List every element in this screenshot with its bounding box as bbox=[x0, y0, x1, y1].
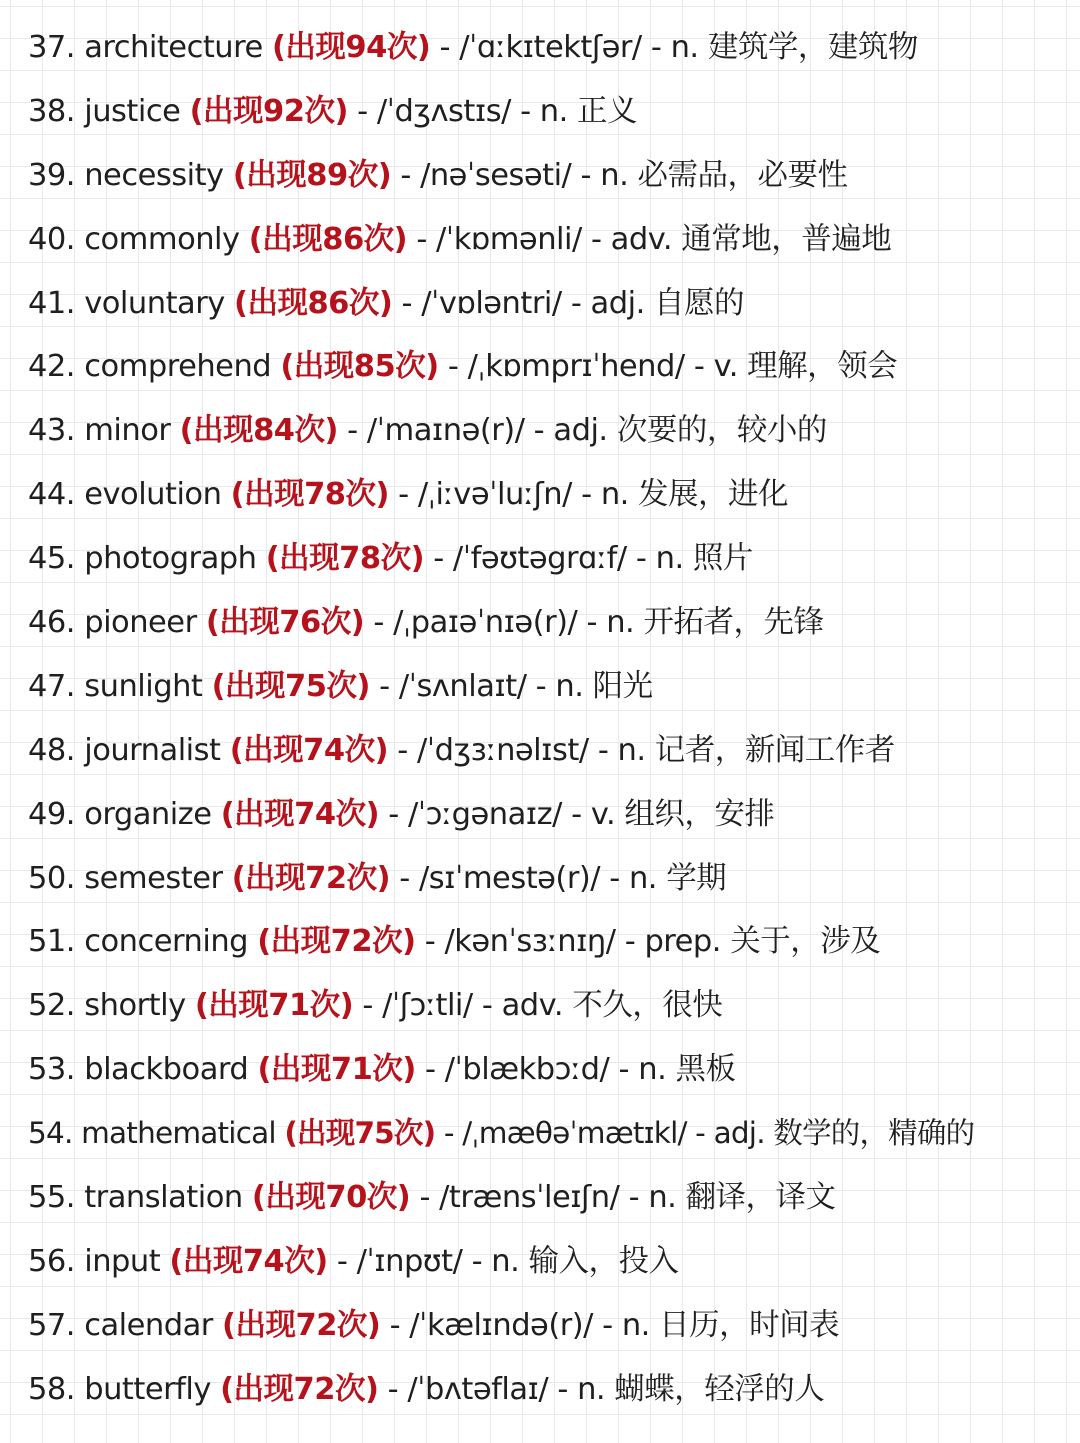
frequency-badge: (出现74次) bbox=[169, 1243, 328, 1279]
entry-number: 45. bbox=[28, 541, 76, 577]
frequency-badge: (出现89次) bbox=[232, 157, 392, 193]
frequency-badge: (出现85次) bbox=[280, 349, 439, 385]
entry-number: 48. bbox=[28, 732, 76, 768]
meaning-text: 阳光 bbox=[592, 668, 653, 704]
part-of-speech: n. bbox=[617, 732, 646, 768]
list-item: 56. input (出现74次) - /ˈɪnpʊt/ - n. 输入，投入 bbox=[28, 1243, 679, 1279]
list-item: 52. shortly (出现71次) - /ˈʃɔːtli/ - adv. 不久，很快 bbox=[28, 988, 723, 1024]
meaning-text: 自愿的 bbox=[653, 285, 744, 321]
list-item: 53. blackboard (出现71次) - /ˈblækbɔːd/ - n. 黑板 bbox=[28, 1052, 736, 1088]
entry-word: commonly bbox=[84, 221, 240, 257]
list-item: 46. pioneer (出现76次) - /ˌpaɪəˈnɪə(r)/ - n. 开拓者，先锋 bbox=[28, 605, 824, 641]
frequency-badge: (出现72次) bbox=[257, 924, 416, 960]
frequency-badge: (出现84次) bbox=[179, 413, 338, 449]
phonetic-transcription: /ˈmaɪnə(r)/ bbox=[366, 413, 525, 449]
phonetic-transcription: /sɪˈmestə(r)/ bbox=[418, 860, 601, 896]
part-of-speech: prep. bbox=[644, 924, 721, 960]
meaning-text: 次要的，较小的 bbox=[616, 413, 827, 449]
meaning-text: 蝴蝶，轻浮的人 bbox=[614, 1371, 825, 1407]
entry-word: blackboard bbox=[84, 1052, 249, 1088]
list-item: 58. butterfly (出现72次) - /ˈbʌtəflaɪ/ - n. 蝴蝶，轻浮的人 bbox=[28, 1371, 825, 1407]
part-of-speech: v. bbox=[590, 796, 616, 832]
entry-number: 37. bbox=[28, 30, 76, 65]
phonetic-transcription: /kənˈsɜːnɪŋ/ bbox=[444, 924, 616, 960]
meaning-text: 发展，进化 bbox=[638, 477, 789, 513]
entry-number: 41. bbox=[28, 285, 76, 321]
frequency-badge: (出现72次) bbox=[231, 860, 391, 896]
part-of-speech: n. bbox=[670, 30, 699, 65]
meaning-text: 日历，时间表 bbox=[659, 1307, 840, 1343]
list-item: 57. calendar (出现72次) - /ˈkælɪndə(r)/ - n. 日历，时间表 bbox=[28, 1307, 840, 1343]
frequency-badge: (出现92次) bbox=[189, 93, 348, 129]
part-of-speech: adj. bbox=[553, 413, 608, 449]
entry-number: 52. bbox=[28, 988, 76, 1024]
list-item: 38. justice (出现92次) - /ˈdʒʌstɪs/ - n. 正义 bbox=[28, 93, 638, 129]
frequency-badge: (出现86次) bbox=[248, 221, 408, 257]
entry-number: 42. bbox=[28, 349, 76, 385]
phonetic-transcription: /ˈɑːkɪtektʃər/ bbox=[459, 30, 642, 65]
entry-word: shortly bbox=[84, 988, 186, 1024]
entry-word: concerning bbox=[84, 924, 249, 960]
phonetic-transcription: /ˈʃɔːtli/ bbox=[382, 988, 473, 1024]
list-item: 55. translation (出现70次) - /trænsˈleɪʃn/ - n. 翻译，译文 bbox=[28, 1180, 836, 1216]
phonetic-transcription: /ˈdʒɜːnəlɪst/ bbox=[416, 732, 589, 768]
entry-number: 55. bbox=[28, 1180, 76, 1216]
entry-word: voluntary bbox=[84, 285, 225, 321]
part-of-speech: n. bbox=[491, 1243, 520, 1279]
part-of-speech: n. bbox=[577, 1371, 606, 1407]
vocabulary-list bbox=[0, 16, 1080, 1422]
list-item: 40. commonly (出现86次) - /ˈkɒmənli/ - adv. 通常地，普遍地 bbox=[28, 221, 892, 257]
entry-word: photograph bbox=[84, 541, 257, 577]
phonetic-transcription: /ˌpaɪəˈnɪə(r)/ bbox=[393, 605, 578, 641]
part-of-speech: n. bbox=[539, 93, 568, 129]
meaning-text: 输入，投入 bbox=[528, 1243, 679, 1279]
entry-word: evolution bbox=[84, 477, 222, 513]
part-of-speech: n. bbox=[606, 605, 635, 641]
entry-word: butterfly bbox=[84, 1371, 211, 1407]
entry-number: 54. bbox=[28, 1116, 73, 1151]
entry-number: 53. bbox=[28, 1052, 76, 1088]
phonetic-transcription: /ˈkælɪndə(r)/ bbox=[409, 1307, 593, 1343]
frequency-badge: (出现78次) bbox=[230, 477, 389, 513]
phonetic-transcription: /ˈɪnpʊt/ bbox=[356, 1243, 463, 1279]
entry-number: 57. bbox=[28, 1307, 76, 1343]
meaning-text: 翻译，译文 bbox=[685, 1180, 836, 1216]
phonetic-transcription: /ˈvɒləntri/ bbox=[421, 285, 562, 321]
frequency-badge: (出现74次) bbox=[229, 732, 389, 768]
part-of-speech: n. bbox=[621, 1307, 650, 1343]
frequency-badge: (出现71次) bbox=[257, 1052, 416, 1088]
frequency-badge: (出现74次) bbox=[220, 796, 380, 832]
entry-number: 50. bbox=[28, 860, 76, 896]
frequency-badge: (出现71次) bbox=[194, 988, 354, 1024]
entry-word: architecture bbox=[84, 30, 263, 65]
frequency-badge: (出现94次) bbox=[271, 30, 431, 65]
part-of-speech: adj. bbox=[590, 285, 645, 321]
list-item: 51. concerning (出现72次) - /kənˈsɜːnɪŋ/ - prep. 关于，涉及 bbox=[28, 924, 881, 960]
entry-word: mathematical bbox=[81, 1116, 276, 1151]
entry-number: 49. bbox=[28, 796, 76, 832]
part-of-speech: adv. bbox=[501, 988, 564, 1024]
phonetic-transcription: /ˈsʌnlaɪt/ bbox=[398, 668, 527, 704]
list-item: 43. minor (出现84次) - /ˈmaɪnə(r)/ - adj. 次要的，较小的 bbox=[28, 413, 827, 449]
meaning-text: 正义 bbox=[577, 93, 638, 129]
frequency-badge: (出现78次) bbox=[265, 541, 425, 577]
frequency-badge: (出现75次) bbox=[284, 1116, 436, 1151]
entry-number: 56. bbox=[28, 1243, 76, 1279]
frequency-badge: (出现70次) bbox=[251, 1180, 411, 1216]
entry-word: input bbox=[84, 1243, 161, 1279]
list-item: 39. necessity (出现89次) - /nəˈsesəti/ - n. 必需品，必要性 bbox=[28, 157, 848, 193]
frequency-badge: (出现86次) bbox=[234, 285, 393, 321]
phonetic-transcription: /ˌiːvəˈluːʃn/ bbox=[417, 477, 572, 513]
list-item: 45. photograph (出现78次) - /ˈfəʊtəgrɑːf/ - n. 照片 bbox=[28, 541, 753, 577]
entry-word: translation bbox=[84, 1180, 243, 1216]
list-item: 42. comprehend (出现85次) - /ˌkɒmprɪˈhend/ - v. 理解，领会 bbox=[28, 349, 898, 385]
part-of-speech: n. bbox=[600, 157, 629, 193]
frequency-badge: (出现72次) bbox=[222, 1307, 381, 1343]
list-item: 49. organize (出现74次) - /ˈɔːgənaɪz/ - v. 组织，安排 bbox=[28, 796, 775, 832]
entry-word: sunlight bbox=[84, 668, 203, 704]
entry-number: 46. bbox=[28, 605, 76, 641]
meaning-text: 不久，很快 bbox=[572, 988, 723, 1024]
phonetic-transcription: /ˈɔːgənaɪz/ bbox=[407, 796, 562, 832]
entry-word: comprehend bbox=[84, 349, 272, 385]
entry-number: 47. bbox=[28, 668, 76, 704]
part-of-speech: n. bbox=[638, 1052, 667, 1088]
list-item: 48. journalist (出现74次) - /ˈdʒɜːnəlɪst/ - n. 记者，新闻工作者 bbox=[28, 732, 895, 768]
entry-number: 58. bbox=[28, 1371, 76, 1407]
phonetic-transcription: /trænsˈleɪʃn/ bbox=[439, 1180, 620, 1216]
meaning-text: 建筑学，建筑物 bbox=[707, 30, 918, 65]
part-of-speech: adj. bbox=[713, 1116, 765, 1151]
entry-number: 43. bbox=[28, 413, 76, 449]
part-of-speech: adv. bbox=[610, 221, 673, 257]
list-item: 41. voluntary (出现86次) - /ˈvɒləntri/ - adj. 自愿的 bbox=[28, 285, 744, 321]
entry-number: 38. bbox=[28, 93, 76, 129]
list-item: 47. sunlight (出现75次) - /ˈsʌnlaɪt/ - n. 阳光 bbox=[28, 668, 653, 704]
phonetic-transcription: /nəˈsesəti/ bbox=[420, 157, 572, 193]
part-of-speech: n. bbox=[648, 1180, 677, 1216]
frequency-badge: (出现72次) bbox=[220, 1371, 379, 1407]
meaning-text: 理解，领会 bbox=[747, 349, 898, 385]
frequency-badge: (出现75次) bbox=[211, 668, 370, 704]
meaning-text: 记者，新闻工作者 bbox=[654, 732, 895, 768]
phonetic-transcription: /ˈdʒʌstɪs/ bbox=[376, 93, 511, 129]
list-item: 50. semester (出现72次) - /sɪˈmestə(r)/ - n. 学期 bbox=[28, 860, 727, 896]
entry-word: necessity bbox=[84, 157, 224, 193]
entry-word: journalist bbox=[84, 732, 221, 768]
entry-word: organize bbox=[84, 796, 212, 832]
phonetic-transcription: /ˈblækbɔːd/ bbox=[444, 1052, 610, 1088]
entry-number: 51. bbox=[28, 924, 76, 960]
meaning-text: 必需品，必要性 bbox=[637, 157, 848, 193]
entry-word: calendar bbox=[84, 1307, 213, 1343]
phonetic-transcription: /ˌkɒmprɪˈhend/ bbox=[467, 349, 685, 385]
meaning-text: 组织，安排 bbox=[624, 796, 775, 832]
entry-word: pioneer bbox=[84, 605, 197, 641]
meaning-text: 关于，涉及 bbox=[730, 924, 881, 960]
meaning-text: 数学的，精确的 bbox=[773, 1116, 975, 1151]
list-item: 37. architecture (出现94次) - /ˈɑːkɪtektʃər/ - n. 建筑学，建筑物 bbox=[28, 30, 918, 65]
meaning-text: 黑板 bbox=[675, 1052, 736, 1088]
meaning-text: 通常地，普遍地 bbox=[681, 221, 892, 257]
part-of-speech: v. bbox=[713, 349, 738, 385]
phonetic-transcription: /ˌmæθəˈmætɪkl/ bbox=[462, 1116, 687, 1151]
meaning-text: 照片 bbox=[692, 541, 753, 577]
part-of-speech: n. bbox=[600, 477, 629, 513]
entry-number: 40. bbox=[28, 221, 76, 257]
entry-word: minor bbox=[84, 413, 171, 449]
phonetic-transcription: /ˈkɒmənli/ bbox=[436, 221, 582, 257]
frequency-badge: (出现76次) bbox=[205, 605, 365, 641]
part-of-speech: n. bbox=[555, 668, 584, 704]
phonetic-transcription: /ˈfəʊtəgrɑːf/ bbox=[452, 541, 627, 577]
part-of-speech: n. bbox=[628, 860, 657, 896]
list-item: 54. mathematical (出现75次) - /ˌmæθəˈmætɪkl/ - adj. 数学的，精确的 bbox=[28, 1116, 975, 1151]
entry-number: 44. bbox=[28, 477, 76, 513]
meaning-text: 学期 bbox=[666, 860, 727, 896]
phonetic-transcription: /ˈbʌtəflaɪ/ bbox=[407, 1371, 549, 1407]
entry-number: 39. bbox=[28, 157, 76, 193]
part-of-speech: n. bbox=[655, 541, 684, 577]
list-item: 44. evolution (出现78次) - /ˌiːvəˈluːʃn/ - n. 发展，进化 bbox=[28, 477, 789, 513]
entry-word: semester bbox=[84, 860, 223, 896]
meaning-text: 开拓者，先锋 bbox=[643, 605, 824, 641]
entry-word: justice bbox=[84, 93, 181, 129]
